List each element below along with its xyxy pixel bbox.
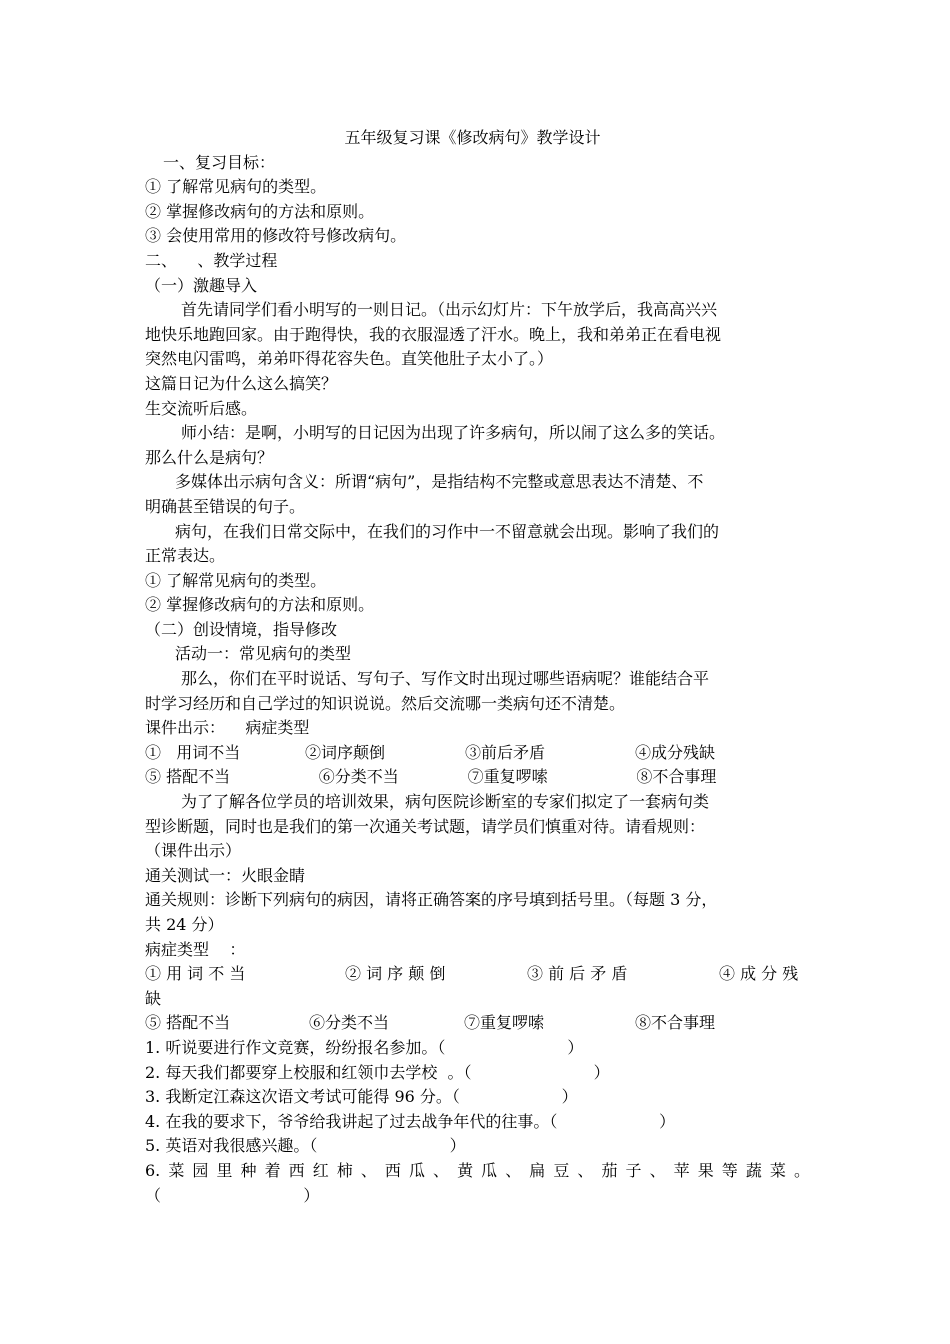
- type-item: ① 用词不当: [145, 742, 241, 762]
- paragraph-line: 型诊断题，同时也是我们的第一次通关考试题，请学员们慎重对待。请看规则：: [145, 816, 706, 836]
- question-item: 5. 英语对我很感兴趣。（ ）: [145, 1136, 466, 1156]
- paragraph-line: 为了了解各位学员的培训效果，病句医院诊断室的专家们拟定了一套病句类: [181, 792, 710, 812]
- question-item-6: [145, 1159, 810, 1184]
- question-char: 种: [240, 1160, 257, 1180]
- type-item: ⑦重复啰嗦: [467, 767, 548, 787]
- paragraph-line: 病句，在我们日常交际中，在我们的习作中一不留意就会出现。影响了我们的: [175, 521, 720, 541]
- section-heading: 一、复习目标：: [163, 152, 276, 172]
- question-char: 柿: [336, 1160, 353, 1180]
- text-line: 课件出示： 病症类型: [145, 718, 310, 738]
- question-item: 1. 听说要进行作文竞赛，纷纷报名参加。（ ）: [145, 1037, 584, 1057]
- type-item: ⑧不合事理: [636, 767, 717, 787]
- types-row: [145, 765, 810, 790]
- question-char: 着: [264, 1160, 281, 1180]
- text-line: 生交流听后感。: [145, 398, 258, 418]
- question-char: 菜: [769, 1160, 786, 1180]
- type-item: ① 用 词 不 当: [145, 964, 246, 984]
- question-char: 豆: [553, 1160, 570, 1180]
- types-row: [145, 962, 810, 987]
- question-item: 2. 每天我们都要穿上校服和红领巾去学校 。（ ）: [145, 1062, 610, 1082]
- text-line: ① 了解常见病句的类型。: [145, 177, 327, 197]
- paragraph-line: 首先请同学们看小明写的一则日记。（出示幻灯片：下午放学后，我高高兴兴: [181, 300, 718, 320]
- question-char: 黄: [457, 1160, 474, 1180]
- question-char: 蔬: [745, 1160, 762, 1180]
- type-item-wrap: 缺: [145, 988, 162, 1008]
- type-item: ② 词 序 颠 倒: [345, 964, 446, 984]
- document-body: [145, 126, 810, 1208]
- text-line: ② 掌握修改病句的方法和原则。: [145, 595, 375, 615]
- question-char: 。: [793, 1160, 810, 1180]
- page-title: 五年级复习课《修改病句》教学设计: [344, 128, 601, 147]
- question-char: 里: [216, 1160, 233, 1180]
- paragraph-line: （课件出示）: [145, 841, 242, 861]
- question-char: 果: [697, 1160, 714, 1180]
- type-item: ④ 成 分 残: [719, 964, 799, 984]
- question-char: 扁: [529, 1160, 546, 1180]
- question-char: 等: [721, 1160, 738, 1180]
- subsection-heading: （一）激趣导入: [145, 275, 258, 295]
- question-char: 、: [649, 1160, 666, 1180]
- question-char: 红: [312, 1160, 329, 1180]
- test-heading: 通关测试一：火眼金睛: [145, 865, 306, 885]
- question-char: 、: [505, 1160, 522, 1180]
- rule-line: 通关规则：诊断下列病句的病因，请将正确答案的序号填到括号里。（每题 3 分，: [145, 890, 718, 910]
- paragraph-line: 那么什么是病句？: [145, 447, 274, 467]
- type-item: ③ 前 后 矛 盾: [527, 964, 628, 984]
- paragraph-line: 师小结：是啊，小明写的日记因为出现了许多病句，所以闹了这么多的笑话。: [181, 423, 726, 443]
- question-char: 瓜: [408, 1160, 425, 1180]
- type-item: ③前后矛盾: [465, 742, 546, 762]
- section-heading: 二、 、教学过程: [145, 250, 278, 270]
- text-line: 病症类型 ：: [145, 939, 246, 959]
- paragraph-line: 明确甚至错误的句子。: [145, 496, 306, 516]
- type-item: ⑦重复啰嗦: [464, 1013, 545, 1033]
- type-item: ⑤ 搭配不当: [145, 1013, 231, 1033]
- rule-line: 共 24 分）: [145, 915, 224, 934]
- question-char: 西: [384, 1160, 401, 1180]
- paragraph-line: 突然电闪雷鸣，弟弟吓得花容失色。直笑他肚子太小了。）: [145, 349, 554, 369]
- type-item: ⑧不合事理: [635, 1013, 716, 1033]
- question-char: 、: [577, 1160, 594, 1180]
- paragraph-line: 多媒体出示病句含义：所谓“病句”，是指结构不完整或意思表达不清楚、不: [175, 472, 704, 492]
- question-char: 、: [433, 1160, 450, 1180]
- type-item: ⑥分类不当: [309, 1013, 390, 1033]
- question-char: 菜: [168, 1160, 185, 1180]
- question-char: 园: [192, 1160, 209, 1180]
- activity-heading: 活动一：常见病句的类型: [175, 644, 352, 664]
- question-char: 茄: [601, 1160, 618, 1180]
- text-line: ① 了解常见病句的类型。: [145, 570, 327, 590]
- question-char: 西: [288, 1160, 305, 1180]
- types-row: [145, 741, 810, 766]
- paragraph-line: 时学习经历和自己学过的知识说说。然后交流哪一类病句还不清楚。: [145, 693, 626, 713]
- text-line: ② 掌握修改病句的方法和原则。: [145, 201, 375, 221]
- question-answer-blank: （ ）: [145, 1185, 320, 1205]
- paragraph-line: 那么，你们在平时说话、写句子、写作文时出现过哪些语病呢？谁能结合平: [181, 669, 710, 689]
- question-item: 3. 我断定江森这次语文考试可能得 96 分。（ ）: [145, 1087, 578, 1107]
- text-line: ③ 会使用常用的修改符号修改病句。: [145, 226, 407, 246]
- subsection-heading: （二）创设情境，指导修改: [145, 619, 338, 639]
- types-row: [145, 1011, 810, 1036]
- type-item: ④成分残缺: [635, 742, 716, 762]
- paragraph-line: 地快乐地跑回家。由于跑得快，我的衣服湿透了汗水。晚上，我和弟弟正在看电视: [145, 324, 722, 344]
- question-char: 6.: [145, 1160, 161, 1180]
- type-item: ⑥分类不当: [318, 767, 399, 787]
- paragraph-line: 正常表达。: [145, 546, 226, 566]
- question-char: 苹: [673, 1160, 690, 1180]
- question-item: 4. 在我的要求下，爷爷给我讲起了过去战争年代的往事。（ ）: [145, 1111, 676, 1131]
- question-char: 子: [625, 1160, 642, 1180]
- question-char: 瓜: [481, 1160, 498, 1180]
- text-line: 这篇日记为什么这么搞笑？: [145, 373, 338, 393]
- question-char: 、: [360, 1160, 377, 1180]
- type-item: ⑤ 搭配不当: [145, 767, 231, 787]
- type-item: ②词序颠倒: [305, 742, 386, 762]
